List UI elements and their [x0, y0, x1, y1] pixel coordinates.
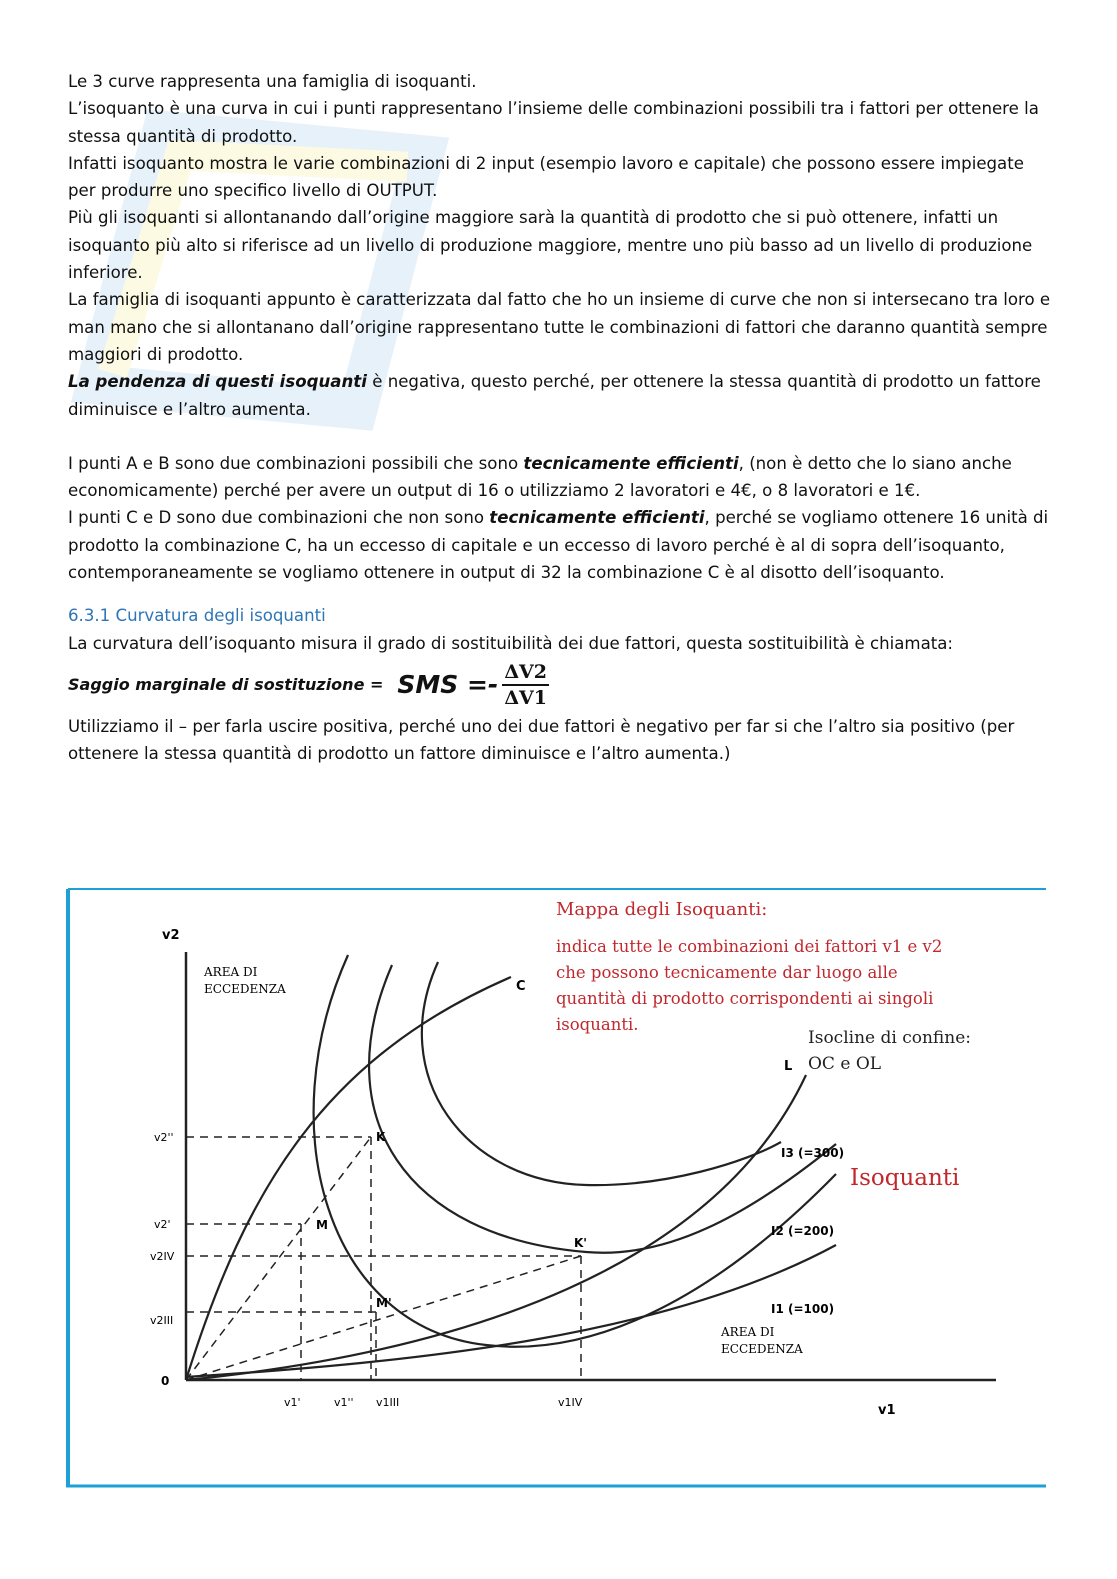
- tick-v2iv: v2IV: [150, 1250, 175, 1263]
- paragraph: Infatti isoquanto mostra le varie combinazioni di 2 input (esempio lavoro e capitale) che possono essere impiegate per produrre uno specifico livello di OUTPUT.: [68, 153, 1024, 201]
- bold-phrase: tecnicamente efficienti: [523, 453, 739, 473]
- tick-v2iii: v2III: [150, 1314, 174, 1327]
- label-m: M: [316, 1218, 328, 1232]
- paragraph: [68, 504, 1053, 586]
- label-k: K: [376, 1130, 386, 1144]
- paragraph: [68, 368, 1053, 423]
- figure-desc-4: isoquanti.: [556, 1015, 639, 1034]
- figure-desc-1: indica tutte le combinazioni dei fattori v1 e v2: [556, 937, 943, 956]
- area-bottom-line1: AREA DI: [721, 1325, 775, 1339]
- sms-formula-line: [68, 657, 1053, 713]
- sms-numerator: ΔV2: [502, 660, 549, 686]
- sms-fraction: [502, 660, 549, 710]
- area-top-line1: AREA DI: [204, 965, 258, 979]
- paragraph: L’isoquanto è una curva in cui i punti rappresentano l’insieme delle combinazioni possibili tra i fattori per ottenere la stessa quantità di prodotto.: [68, 99, 1039, 146]
- paragraph: Più gli isoquanti si allontanando dall’origine maggiore sarà la quantità di prodotto che si può ottenere, infatti un isoquanto più alto si riferisce ad un livello di produzione maggiore, mentre uno più basso ad un livello di produzione inferiore.: [68, 208, 1033, 283]
- figure-desc-2: che possono tecnicamente dar luogo alle: [556, 963, 898, 982]
- paragraph-text: I punti A e B sono due combinazioni possibili che sono: [68, 453, 524, 473]
- isoquant-map-figure: [66, 887, 1046, 1489]
- figure-desc-3: quantità di prodotto corrispondenti ai singoli: [556, 989, 934, 1008]
- tick-v1iv: v1IV: [558, 1396, 583, 1409]
- paragraph-text: , (non è detto che lo siano anche economicamente) perché per avere un output di 16 o utilizziamo 2 lavoratori e 4€, o 8 lavoratori e 1€.: [68, 453, 1012, 501]
- paragraph-text: I punti C e D sono due combinazioni che non sono: [68, 508, 490, 528]
- label-i2: I2 (=200): [771, 1224, 835, 1238]
- figure-title: Mappa degli Isoquanti:: [556, 899, 768, 920]
- x-axis-label: v1: [878, 1403, 896, 1418]
- label-l: L: [784, 1059, 793, 1074]
- paragraph: [68, 450, 1053, 505]
- bold-phrase: tecnicamente efficienti: [489, 508, 705, 528]
- label-m-prime: M': [376, 1296, 392, 1310]
- paragraph: La curvatura dell’isoquanto misura il grado di sostituibilità dei due fattori, questa sostituibilità è chiamata:: [68, 633, 954, 653]
- label-i3: I3 (=300): [781, 1146, 845, 1160]
- tick-v1p: v1': [284, 1396, 301, 1409]
- isoquanti-label: Isoquanti: [850, 1165, 960, 1191]
- sms-formula: SMS =-: [397, 670, 499, 700]
- tick-v1pp: v1'': [334, 1396, 354, 1409]
- paragraph: La famiglia di isoquanti appunto è caratterizzata dal fatto che ho un insieme di curve che non si intersecano tra loro e man mano che si allontanano dall’origine rappresentano tutte le combinazioni di fattori che daranno quantità sempre maggiori di prodotto.: [68, 290, 1051, 364]
- sms-label: Saggio marginale di sostituzione =: [68, 675, 384, 695]
- tick-v1iii: v1III: [376, 1396, 400, 1409]
- document-body: [68, 68, 1053, 768]
- y-axis-label: v2: [162, 928, 180, 943]
- sms-denominator: ΔV1: [504, 686, 548, 709]
- label-c: C: [516, 979, 526, 994]
- paragraph: Utilizziamo il – per farla uscire positiva, perché uno dei due fattori è negativo per far si che l’altro sia positivo (per ottenere la stessa quantità di prodotto un fattore diminuisce e l’altro aumenta.): [68, 716, 1015, 764]
- area-top-line2: ECCEDENZA: [204, 982, 286, 996]
- section-heading: 6.3.1 Curvatura degli isoquanti: [68, 606, 326, 626]
- label-k-prime: K': [574, 1236, 587, 1250]
- label-i1: I1 (=100): [771, 1302, 835, 1316]
- paragraph: Le 3 curve rappresenta una famiglia di isoquanti.: [68, 72, 477, 91]
- paragraph-text: , perché se vogliamo ottenere 16 unità di prodotto la combinazione C, ha un eccesso di capitale e un eccesso di lavoro perché è al di sopra dell’isoquanto, contemporaneamente se vogliamo ottenere in output di 32 la combinazione C è al disotto dell’isoquanto.: [68, 508, 1049, 583]
- isocline-caption-2: OC e OL: [808, 1054, 882, 1074]
- tick-v2p: v2': [154, 1218, 171, 1231]
- tick-v2pp: v2'': [154, 1131, 174, 1144]
- paragraph-text: è negativa, questo perché, per ottenere la stessa quantità di prodotto un fattore diminuisce e l’altro aumenta.: [68, 372, 1041, 419]
- bold-phrase: La pendenza di questi isoquanti: [68, 372, 367, 392]
- origin-label: 0: [161, 1374, 170, 1388]
- isocline-caption-1: Isocline di confine:: [808, 1028, 971, 1048]
- area-bottom-line2: ECCEDENZA: [721, 1342, 803, 1356]
